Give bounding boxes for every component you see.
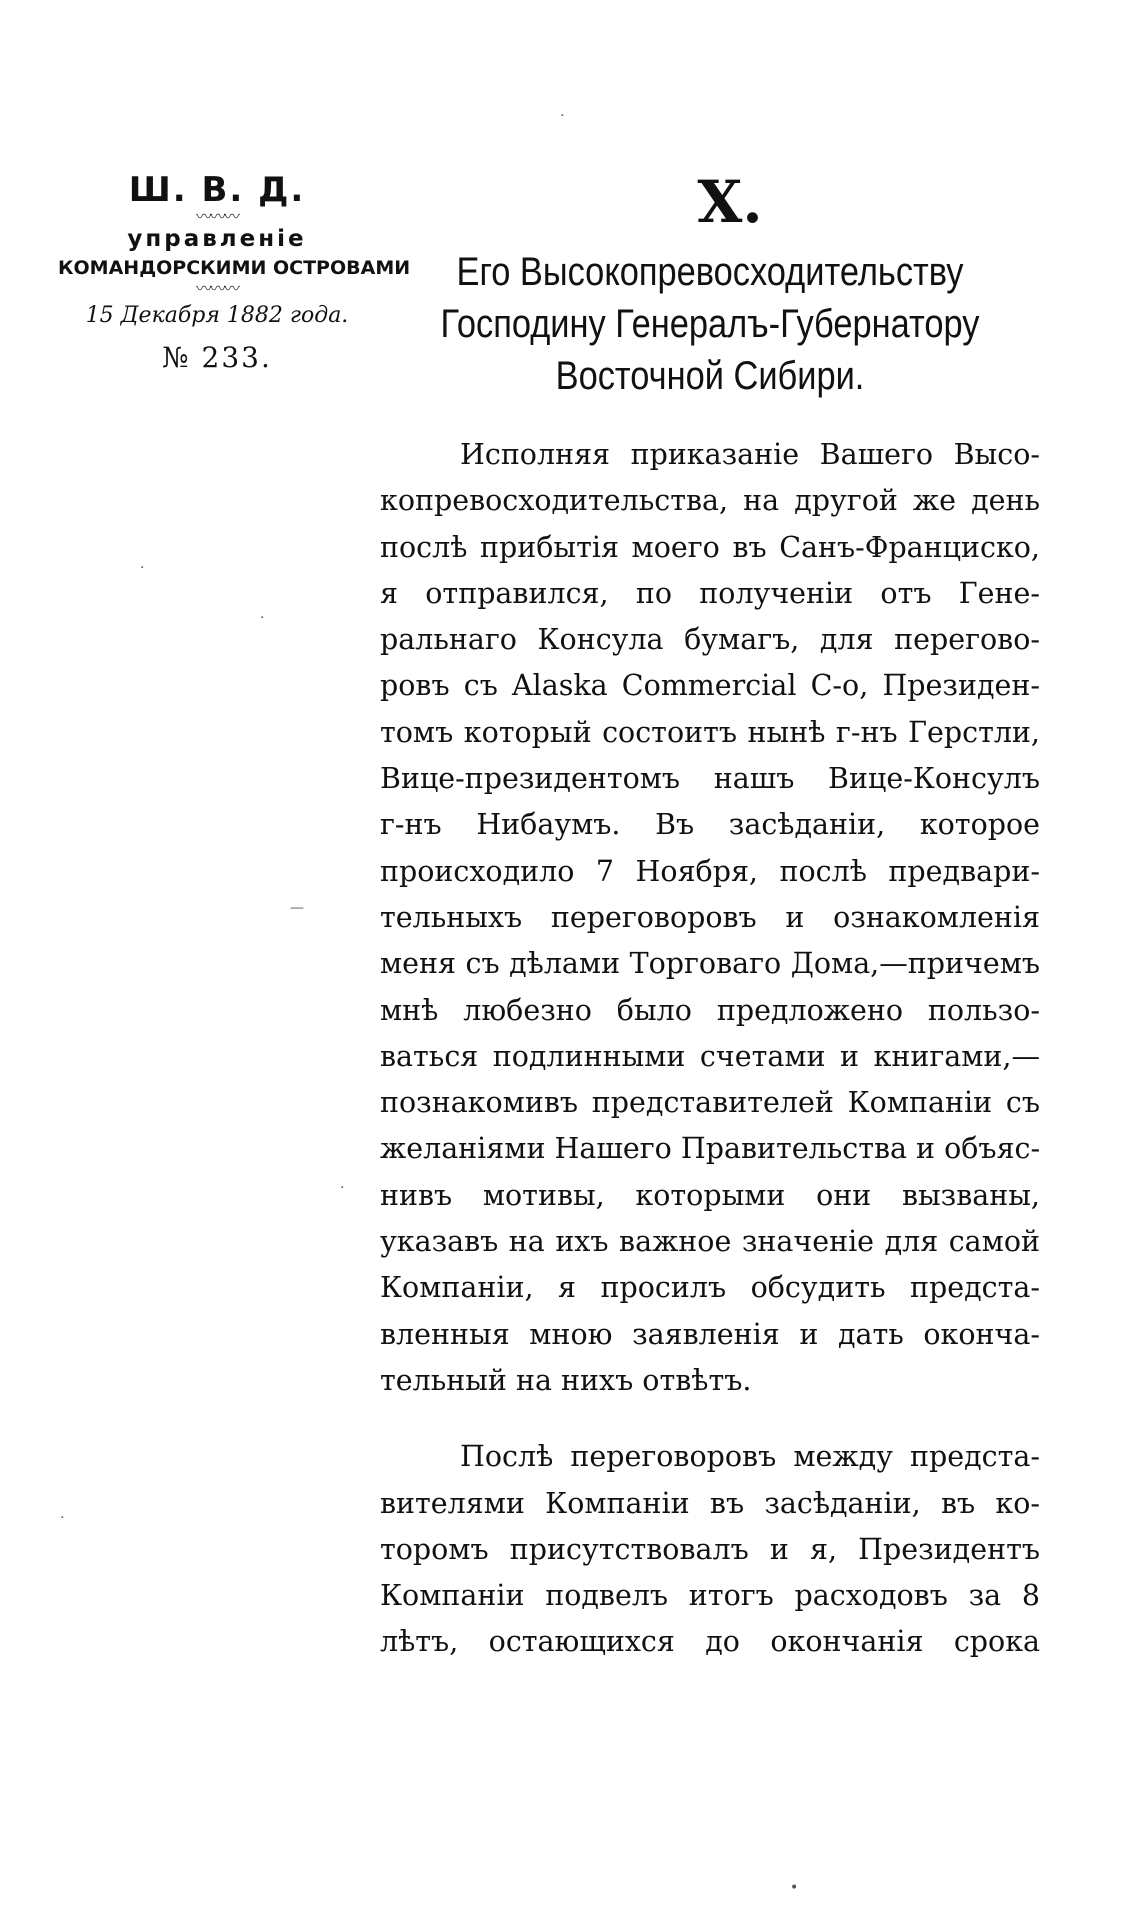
monogram: Ш. В. Д. — [128, 170, 306, 210]
addressee-line: Восточной Сибири. — [555, 354, 865, 398]
text-line: меня съ дѣлами Торговаго Дома,—причемъ — [380, 947, 1040, 981]
text-line: желаніями Нашего Правительства и объяс- — [380, 1132, 1041, 1166]
text-line: нивъ мотивы, которыми они вызваны, — [380, 1178, 1040, 1212]
main-column — [380, 170, 1040, 1666]
addressee-line: Его Высокопревосходительству — [456, 250, 964, 294]
text-line: указавъ на ихъ важное значеніе для самой — [380, 1225, 1040, 1259]
text-line: я отправился, по полученіи отъ Гене- — [380, 576, 1040, 610]
text-line: тельный на нихъ отвѣтъ. — [380, 1363, 752, 1397]
text-line: вителями Компаніи въ засѣданіи, въ ко- — [380, 1486, 1040, 1520]
scan-speck: · — [60, 1510, 65, 1526]
paragraph-1 — [380, 432, 1040, 1404]
scan-speck: · — [340, 1180, 345, 1196]
text-line: послѣ прибытія моего въ Санъ-Франциско, — [380, 530, 1040, 564]
text-line: познакомивъ представителей Компаніи съ — [380, 1086, 1040, 1120]
section-number: X. — [697, 168, 763, 236]
text-line: ваться подлинными счетами и книгами,— — [380, 1039, 1040, 1073]
letterhead-block — [58, 170, 411, 380]
text-line: г-нъ Нибаумъ. Въ засѣданіи, которое — [380, 808, 1040, 842]
scan-speck: • — [790, 1880, 799, 1896]
ornament-wave: 〰〰〰 — [195, 207, 238, 226]
scan-speck: · — [140, 560, 145, 576]
administration-label: управленіе — [127, 226, 307, 252]
text-line: Вице-президентомъ нашъ Вице-Консулъ — [380, 762, 1040, 796]
text-line: ральнаго Консула бумагъ, для перегово- — [380, 623, 1040, 657]
text-line: лѣтъ, остающихся до окончанія срока — [380, 1625, 1040, 1659]
addressee-line: Господину Генералъ-Губернатору — [440, 302, 980, 346]
text-line: торомъ присутствовалъ и я, Президентъ — [380, 1532, 1040, 1566]
text-line: Компаніи подвелъ итогъ расходовъ за 8 — [380, 1579, 1040, 1613]
text-line: вленныя мною заявленія и дать оконча- — [380, 1317, 1040, 1351]
text-line: ровъ съ Alaska Commercial C-o, Президен- — [380, 669, 1040, 703]
text-line: томъ который состоитъ нынѣ г-нъ Герстли, — [380, 715, 1040, 749]
letter-date: 15 Декабря 1882 года. — [85, 303, 349, 328]
paragraph-2 — [380, 1434, 1040, 1665]
scan-speck: · — [260, 610, 265, 626]
scan-speck: — — [290, 900, 304, 916]
text-line: мнѣ любезно было предложено пользо- — [380, 993, 1040, 1027]
ornament-wave: 〰〰〰 — [195, 279, 238, 298]
text-line: Послѣ переговоровъ между предста- — [460, 1440, 1040, 1474]
text-line: тельныхъ переговоровъ и ознакомленія — [380, 900, 1040, 934]
addressee-block — [426, 246, 994, 402]
text-line: копревосходительства, на другой же день — [380, 484, 1040, 518]
islands-label: КОМАНДОРСКИМИ ОСТРОВАМИ — [58, 257, 411, 279]
letter-number: № 233. — [162, 341, 272, 374]
text-line: Компаніи, я просилъ обсудить предста- — [380, 1271, 1040, 1305]
text-line: происходило 7 Ноября, послѣ предвари- — [380, 854, 1040, 888]
scan-speck: · — [560, 108, 565, 124]
text-line: Исполняя приказаніе Вашего Высо- — [460, 438, 1040, 471]
